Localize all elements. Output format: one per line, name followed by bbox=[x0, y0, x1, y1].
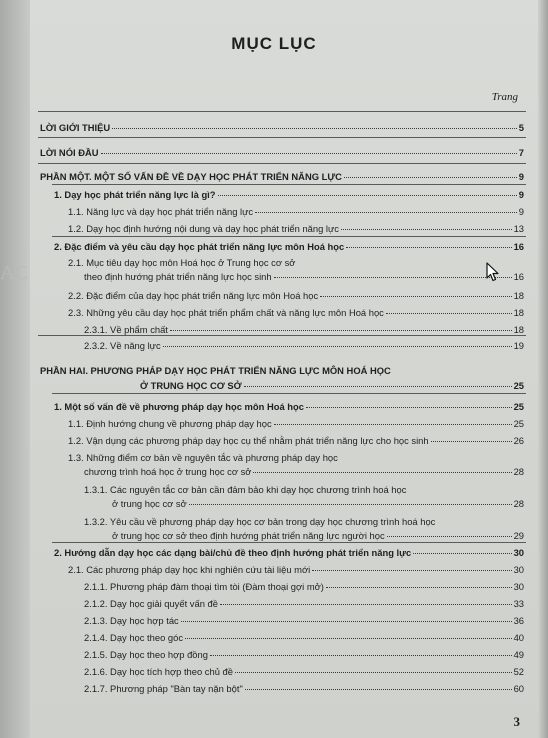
toc-entry-text: LỜI NÓI ĐẦU bbox=[40, 147, 99, 158]
page-number: 3 bbox=[513, 714, 520, 729]
toc-entry-text: 1.2. Dạy học định hướng nội dung và dạy học phát triển năng lực bbox=[68, 223, 339, 234]
toc-entry-text: theo định hướng phát triển năng lực học sinh bbox=[84, 271, 272, 282]
toc-entry-page: 7 bbox=[518, 147, 524, 158]
toc-entry-text: 1.2. Vận dụng các phương pháp dạy học cụ thể nhằm phát triển năng lực cho học sinh bbox=[68, 435, 429, 446]
toc-entry-page: 5 bbox=[518, 122, 524, 133]
toc-entry-page: 13 bbox=[513, 223, 524, 234]
toc-entry-text: ở trung học cơ sở theo định hướng phát triển năng lực người học bbox=[112, 530, 385, 541]
toc-entry-text: 2.1.3. Dạy học hợp tác bbox=[84, 615, 179, 626]
toc-entry-page: 60 bbox=[513, 683, 524, 694]
toc-leader bbox=[220, 604, 512, 605]
mouse-pointer-icon bbox=[486, 262, 500, 282]
toc-entry-page: 18 bbox=[513, 307, 524, 318]
toc-leader bbox=[255, 212, 517, 213]
toc-entry-page: 28 bbox=[513, 466, 524, 477]
toc-entry[interactable] bbox=[84, 615, 524, 626]
toc-leader bbox=[181, 621, 512, 622]
toc-entry-page: 25 bbox=[513, 401, 524, 412]
toc-entry-page: 18 bbox=[513, 324, 524, 335]
toc-leader bbox=[312, 570, 511, 571]
toc-entry-text: 2.1.6. Dạy học tích hợp theo chủ đề bbox=[84, 666, 233, 677]
toc-entry-page: 30 bbox=[513, 564, 524, 575]
toc-entry-text: 1. Một số vấn đề về phương pháp dạy học môn Hoá học bbox=[54, 401, 304, 412]
bleed-through-text: AC bbox=[0, 262, 28, 284]
toc-entry-text-line1: 2.1. Mục tiêu dạy học môn Hoá học ở Trung học cơ sở bbox=[68, 257, 296, 268]
toc-leader bbox=[189, 504, 512, 505]
toc-entry-page: 52 bbox=[513, 666, 524, 677]
toc-entry[interactable] bbox=[54, 189, 524, 200]
toc-entry[interactable] bbox=[84, 340, 524, 351]
toc-entry[interactable] bbox=[140, 380, 524, 391]
toc-entry[interactable] bbox=[54, 547, 524, 558]
section-rule bbox=[52, 184, 526, 185]
toc-entry-page: 19 bbox=[513, 340, 524, 351]
toc-entry[interactable] bbox=[68, 418, 524, 429]
page-left-edge bbox=[0, 0, 30, 738]
toc-entry-text-line1: 1.3.2. Yêu cầu về phương pháp dạy học cơ bản trong dạy học chương trình hoá học bbox=[84, 516, 436, 527]
toc-entry[interactable] bbox=[84, 666, 524, 677]
toc-leader bbox=[112, 128, 517, 129]
toc-leader bbox=[344, 177, 517, 178]
toc-entry[interactable] bbox=[68, 435, 524, 446]
toc-entry-text: 2.3.2. Về năng lực bbox=[84, 340, 161, 351]
toc-leader bbox=[163, 346, 512, 347]
toc-entry-text: ở trung học cơ sở bbox=[112, 498, 187, 509]
toc-entry[interactable] bbox=[112, 530, 524, 541]
toc-entry[interactable] bbox=[84, 324, 524, 335]
toc-leader bbox=[341, 229, 512, 230]
toc-entry[interactable] bbox=[68, 564, 524, 575]
toc-entry[interactable] bbox=[68, 290, 524, 301]
toc-entry-text: 1.1. Định hướng chung về phương pháp dạy học bbox=[68, 418, 272, 429]
toc-entry[interactable] bbox=[84, 649, 524, 660]
section-rule bbox=[52, 542, 526, 543]
toc-entry-text: 2.1.7. Phương pháp "Bàn tay nặn bột" bbox=[84, 683, 243, 694]
toc-entry-page: 9 bbox=[518, 206, 524, 217]
toc-leader bbox=[245, 689, 512, 690]
toc-leader bbox=[101, 153, 517, 154]
toc-entry-page: 25 bbox=[513, 418, 524, 429]
page-title: MỤC LỤC bbox=[231, 34, 317, 53]
toc-leader bbox=[320, 296, 511, 297]
toc-entry-text-line1: 1.3.1. Các nguyên tắc cơ bản cần đảm bảo khi dạy học chương trình hoá học bbox=[84, 484, 407, 495]
toc-entry[interactable] bbox=[84, 632, 524, 643]
toc-entry[interactable] bbox=[68, 223, 524, 234]
toc-entry-text: 1. Dạy học phát triển năng lực là gì? bbox=[54, 189, 216, 200]
section-rule bbox=[52, 393, 526, 394]
toc-entry-text-line1: PHẦN HAI. PHƯƠNG PHÁP DẠY HỌC PHÁT TRIỂN NĂNG LỰC MÔN HOÁ HỌC bbox=[40, 365, 391, 376]
toc-leader bbox=[218, 195, 517, 196]
section-rule bbox=[38, 163, 526, 164]
toc-entry-text: 2.1.2. Dạy học giải quyết vấn đề bbox=[84, 598, 218, 609]
toc-leader bbox=[235, 672, 512, 673]
toc-entry-text: 2.2. Đặc điểm của dạy học phát triển năng lực môn Hoá học bbox=[68, 290, 319, 301]
toc-entry-page: 40 bbox=[513, 632, 524, 643]
toc-leader bbox=[253, 472, 511, 473]
toc-entry[interactable] bbox=[54, 241, 524, 252]
toc-leader bbox=[244, 386, 512, 387]
toc-entry-text: 1.1. Năng lực và dạy học phát triển năng lực bbox=[68, 206, 254, 217]
toc-entry[interactable] bbox=[84, 271, 524, 282]
toc-entry[interactable] bbox=[40, 171, 524, 182]
toc-entry-page: 25 bbox=[513, 380, 524, 391]
section-rule bbox=[52, 236, 526, 237]
toc-entry-page: 49 bbox=[513, 649, 524, 660]
toc-entry-page: 18 bbox=[513, 290, 524, 301]
page-right-edge bbox=[538, 0, 548, 738]
toc-leader bbox=[326, 587, 512, 588]
section-rule bbox=[38, 137, 526, 138]
toc-entry-page: 30 bbox=[513, 581, 524, 592]
toc-entry[interactable] bbox=[40, 147, 524, 158]
toc-leader bbox=[413, 553, 511, 554]
toc-leader bbox=[386, 313, 512, 314]
toc-leader bbox=[346, 247, 511, 248]
toc-leader bbox=[274, 277, 512, 278]
toc-entry[interactable] bbox=[84, 581, 524, 592]
toc-entry-text: 2.1.4. Dạy học theo góc bbox=[84, 632, 184, 643]
toc-entry-page: 26 bbox=[513, 435, 524, 446]
toc-entry[interactable] bbox=[54, 401, 524, 412]
toc-entry-text: 2.3. Những yêu cầu dạy học phát triển phẩm chất và năng lực môn Hoá học bbox=[68, 307, 384, 318]
toc-entry[interactable] bbox=[40, 122, 524, 133]
toc-entry[interactable] bbox=[68, 206, 524, 217]
toc-entry-text: Ở TRUNG HỌC CƠ SỞ bbox=[140, 380, 242, 391]
toc-entry-text: 2.3.1. Về phẩm chất bbox=[84, 324, 168, 335]
toc-entry-text: 2.1. Các phương pháp dạy học khi nghiên cứu tài liệu mới bbox=[68, 564, 311, 575]
toc-entry-page: 33 bbox=[513, 598, 524, 609]
toc-entry-text-line1: 1.3. Những điểm cơ bản về nguyên tắc và phương pháp dạy học bbox=[68, 452, 338, 463]
toc-leader bbox=[170, 330, 512, 331]
toc-leader bbox=[387, 536, 512, 537]
toc-entry-text: 2. Đặc điểm và yêu cầu dạy học phát triển năng lực môn Hoá học bbox=[54, 241, 345, 252]
toc-leader bbox=[431, 441, 512, 442]
toc-entry-text: 2. Hướng dẫn dạy học các dạng bài/chủ đề theo định hướng phát triển năng lực bbox=[54, 547, 412, 558]
toc-entry-page: 9 bbox=[518, 171, 524, 182]
toc-leader bbox=[274, 424, 512, 425]
toc-entry-page: 28 bbox=[513, 498, 524, 509]
toc-entry-page: 16 bbox=[513, 271, 524, 282]
toc-leader bbox=[210, 655, 512, 656]
toc-leader bbox=[306, 407, 512, 408]
toc-entry-page: 29 bbox=[513, 530, 524, 541]
toc-entry-text: PHẦN MỘT. MỘT SỐ VẤN ĐỀ VỀ DẠY HỌC PHÁT TRIỂN NĂNG LỰC bbox=[40, 171, 342, 182]
toc-entry-page: 30 bbox=[513, 547, 524, 558]
toc-entry-text: chương trình hoá học ở trung học cơ sở bbox=[84, 466, 252, 477]
toc-entry-text: 2.1.1. Phương pháp đàm thoại tìm tòi (Đàm thoại gợi mở) bbox=[84, 581, 324, 592]
toc-entry-page: 16 bbox=[513, 241, 524, 252]
section-rule bbox=[38, 111, 526, 112]
toc-entry-page: 9 bbox=[518, 189, 524, 200]
toc-entry-text: LỜI GIỚI THIỆU bbox=[40, 122, 111, 133]
toc-entry[interactable] bbox=[68, 307, 524, 318]
toc-entry-page: 36 bbox=[513, 615, 524, 626]
toc-entry[interactable] bbox=[112, 498, 524, 509]
page-column-label: Trang bbox=[491, 91, 518, 103]
toc-entry[interactable] bbox=[84, 683, 524, 694]
toc-leader bbox=[185, 638, 512, 639]
toc-entry-text: 2.1.5. Dạy học theo hợp đồng bbox=[84, 649, 208, 660]
section-rule bbox=[38, 335, 526, 336]
toc-entry[interactable] bbox=[84, 598, 524, 609]
toc-entry[interactable] bbox=[84, 466, 524, 477]
